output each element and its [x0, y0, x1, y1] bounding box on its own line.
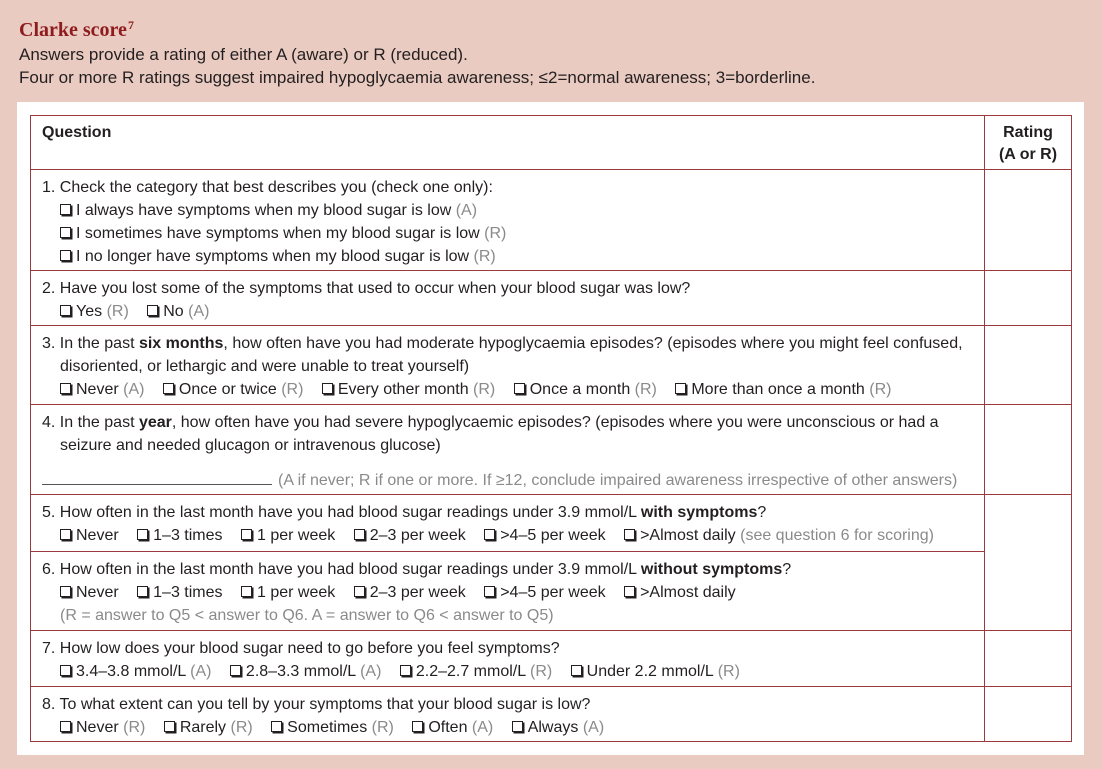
checkbox-icon[interactable] [624, 529, 635, 540]
question-3-option[interactable] [60, 381, 144, 398]
option-rating: (R) [529, 663, 553, 680]
question-3-text-pre: 3. In the past [42, 335, 139, 352]
question-6-option[interactable] [354, 584, 466, 601]
question-6-option[interactable] [241, 584, 335, 601]
option-rating: (R) [123, 719, 146, 736]
question-5-emphasis: with symptoms [640, 504, 758, 521]
question-row-7 [31, 631, 1072, 687]
question-3-emphasis: six months [138, 335, 224, 352]
checkbox-icon[interactable] [60, 721, 71, 732]
question-7-options [42, 660, 976, 683]
question-3-option[interactable] [514, 381, 657, 398]
question-7-option[interactable] [571, 663, 740, 680]
option-label: Never [76, 381, 119, 398]
answer-blank-field[interactable] [42, 484, 272, 485]
question-3-cell [31, 326, 985, 405]
question-4-answer-line [42, 469, 976, 492]
question-1-option[interactable] [42, 222, 976, 245]
option-label: 1 per week [256, 584, 336, 601]
option-label: Never [76, 527, 119, 544]
checkbox-icon[interactable] [322, 383, 333, 394]
option-label: Rarely [179, 719, 227, 736]
checkbox-icon[interactable] [163, 383, 174, 394]
question-8-option[interactable] [164, 719, 253, 736]
question-5-text-pre: 5. How often in the last month have you had blood sugar readings under 3.9 mmol/L [42, 504, 641, 521]
question-4-emphasis: year [138, 414, 172, 431]
question-4-note: (A if never; R if one or more. If ≥12, conclude impaired awareness irrespective of other answers) [278, 472, 958, 489]
question-row-2 [31, 271, 1072, 326]
option-label: >4–5 per week [500, 527, 606, 544]
question-8-cell [31, 687, 985, 742]
checkbox-icon[interactable] [60, 665, 71, 676]
question-7-cell [31, 631, 985, 687]
checkbox-icon[interactable] [241, 586, 252, 597]
rating-header-line-2: (A or R) [998, 146, 1058, 163]
option-rating: (A) [188, 303, 210, 320]
checkbox-icon[interactable] [400, 665, 411, 676]
checkbox-icon[interactable] [514, 383, 525, 394]
question-5-option[interactable] [354, 527, 466, 544]
question-row-4 [31, 405, 1072, 495]
question-2-option[interactable] [60, 303, 129, 320]
question-3-option[interactable] [163, 381, 303, 398]
option-rating: (R) [473, 381, 496, 398]
question-6-option[interactable] [60, 584, 119, 601]
option-label: 1–3 times [153, 527, 223, 544]
question-3-option[interactable] [675, 381, 891, 398]
question-6-options [42, 581, 976, 604]
option-label: Often [428, 719, 468, 736]
checkbox-icon[interactable] [147, 305, 158, 316]
option-label: 3.4–3.8 mmol/L [76, 663, 186, 680]
option-label: 2–3 per week [369, 584, 466, 601]
option-rating: (R) [106, 303, 129, 320]
questionnaire-table [30, 115, 1072, 742]
question-1-option[interactable] [42, 199, 976, 222]
question-4-text-pre: 4. In the past [42, 414, 139, 431]
option-label: 2–3 per week [369, 527, 466, 544]
question-6-option[interactable] [137, 584, 222, 601]
question-5-note: (see question 6 for scoring) [740, 527, 934, 544]
checkbox-icon[interactable] [354, 586, 365, 597]
checkbox-icon[interactable] [60, 529, 71, 540]
page-title [19, 12, 815, 43]
option-label: More than once a month [691, 381, 865, 398]
question-5-option[interactable] [241, 527, 335, 544]
rating-header-line-1: Rating [1003, 124, 1053, 141]
option-label: Every other month [337, 381, 469, 398]
question-row-6 [31, 552, 1072, 631]
checkbox-icon[interactable] [60, 227, 71, 238]
option-label: >Almost daily [640, 584, 736, 601]
checkbox-icon[interactable] [60, 204, 71, 215]
checkbox-icon[interactable] [137, 529, 148, 540]
rating-cell-2[interactable] [985, 271, 1072, 326]
question-6-cell [31, 552, 985, 631]
question-8-option[interactable] [271, 719, 394, 736]
question-8-text: 8. To what extent can you tell by your symptoms that your blood sugar is low? [42, 696, 591, 713]
question-column-header: Question [31, 116, 985, 170]
question-8-option[interactable] [512, 719, 604, 736]
question-5-option[interactable] [484, 527, 605, 544]
rating-cell-8[interactable] [985, 687, 1072, 742]
question-row-8 [31, 687, 1072, 742]
option-rating: (R) [281, 381, 304, 398]
title-reference: 7 [127, 18, 134, 32]
rating-cell-5-6[interactable] [985, 495, 1072, 631]
question-8-option[interactable] [60, 719, 145, 736]
question-5-cell [31, 495, 985, 552]
option-rating: (A) [582, 719, 605, 736]
option-label: 1–3 times [153, 584, 223, 601]
question-3-text-post: , how often have you had moderate hypoglycaemia episodes? (episodes where you might feel confused, disoriented, or lethargic and were unable to treat yourself) [60, 335, 963, 375]
option-rating: (R) [371, 719, 394, 736]
option-label: Once a month [529, 381, 631, 398]
question-8-options [42, 716, 976, 739]
option-label: Never [76, 584, 119, 601]
question-5-option[interactable] [137, 527, 222, 544]
option-label: >4–5 per week [500, 584, 606, 601]
option-rating: (R) [473, 248, 496, 265]
option-label: >Almost daily [640, 527, 736, 544]
option-rating: (R) [230, 719, 253, 736]
table-header-row [31, 116, 1072, 170]
question-3-text [42, 332, 976, 378]
subtitle-line-1: Answers provide a rating of either A (aware) or R (reduced). [19, 45, 468, 64]
rating-cell-3[interactable] [985, 326, 1072, 405]
checkbox-icon[interactable] [412, 721, 423, 732]
question-5-text-post: ? [757, 504, 767, 521]
option-label: Always [527, 719, 579, 736]
option-label: I always have symptoms when my blood sugar is low [76, 202, 452, 219]
question-7-option[interactable] [60, 663, 211, 680]
option-label: I sometimes have symptoms when my blood sugar is low [76, 225, 480, 242]
option-label: 2.2–2.7 mmol/L [415, 663, 526, 680]
question-6-text-pre: 6. How often in the last month have you had blood sugar readings under 3.9 mmol/L [42, 561, 641, 578]
question-8-option[interactable] [412, 719, 493, 736]
checkbox-icon[interactable] [60, 383, 71, 394]
question-4-cell [31, 405, 985, 495]
rating-cell-1[interactable] [985, 170, 1072, 271]
question-6-note: (R = answer to Q5 < answer to Q6. A = answer to Q6 < answer to Q5) [60, 607, 554, 624]
question-5-text [42, 501, 976, 524]
option-rating: (R) [484, 225, 507, 242]
option-label: Yes [76, 303, 103, 320]
questionnaire-card [17, 102, 1084, 755]
option-rating: (A) [455, 202, 478, 219]
question-6-emphasis: without symptoms [640, 561, 783, 578]
option-label: 1 per week [256, 527, 336, 544]
option-rating: (R) [869, 381, 892, 398]
checkbox-icon[interactable] [164, 721, 175, 732]
option-rating: (A) [123, 381, 145, 398]
option-label: I no longer have symptoms when my blood sugar is low [76, 248, 470, 265]
header [19, 12, 815, 89]
checkbox-icon[interactable] [624, 586, 635, 597]
question-6-text [42, 558, 976, 581]
question-4-text-post: , how often have you had severe hypoglycaemic episodes? (episodes where you were unconscious or had a seizure and needed glucagon or intravenous glucose) [60, 414, 939, 454]
question-3-options [42, 378, 976, 401]
checkbox-icon[interactable] [484, 586, 495, 597]
option-label: 2.8–3.3 mmol/L [245, 663, 356, 680]
question-1-option[interactable] [42, 245, 976, 268]
checkbox-icon[interactable] [675, 383, 686, 394]
checkbox-icon[interactable] [60, 305, 71, 316]
question-2-cell [31, 271, 985, 326]
subtitle-line-2: Four or more R ratings suggest impaired hypoglycaemia awareness; ≤2=normal awareness; 3=borderline. [19, 68, 816, 87]
rating-cell-4[interactable] [985, 405, 1072, 495]
question-6-option[interactable] [484, 584, 605, 601]
question-7-text: 7. How low does your blood sugar need to go before you feel symptoms? [42, 640, 560, 657]
checkbox-icon[interactable] [484, 529, 495, 540]
question-1-text: 1. Check the category that best describes you (check one only): [42, 179, 493, 196]
checkbox-icon[interactable] [137, 586, 148, 597]
option-label: Never [76, 719, 119, 736]
checkbox-icon[interactable] [230, 665, 241, 676]
question-5-option[interactable] [60, 527, 119, 544]
option-rating: (R) [634, 381, 657, 398]
checkbox-icon[interactable] [354, 529, 365, 540]
checkbox-icon[interactable] [271, 721, 282, 732]
rating-cell-7[interactable] [985, 631, 1072, 687]
option-label: Once or twice [178, 381, 277, 398]
question-4-text [42, 411, 976, 457]
checkbox-icon[interactable] [241, 529, 252, 540]
option-rating: (A) [360, 663, 382, 680]
question-row-3 [31, 326, 1072, 405]
option-label: Under 2.2 mmol/L [586, 663, 714, 680]
checkbox-icon[interactable] [512, 721, 523, 732]
question-6-text-post: ? [782, 561, 792, 578]
option-rating: (A) [190, 663, 212, 680]
option-label: Sometimes [287, 719, 368, 736]
question-5-options [42, 524, 976, 547]
checkbox-icon[interactable] [60, 586, 71, 597]
checkbox-icon[interactable] [571, 665, 582, 676]
option-label: No [163, 303, 184, 320]
rating-column-header [985, 116, 1072, 170]
option-rating: (R) [717, 663, 740, 680]
question-2-option[interactable] [147, 303, 209, 320]
question-6-option[interactable] [624, 584, 736, 601]
question-3-option[interactable] [322, 381, 495, 398]
checkbox-icon[interactable] [60, 250, 71, 261]
title-text: Clarke score [19, 19, 127, 41]
question-7-option[interactable] [230, 663, 381, 680]
option-rating: (A) [471, 719, 494, 736]
question-row-5 [31, 495, 1072, 552]
question-5-option[interactable] [624, 527, 934, 544]
question-2-options [42, 300, 976, 323]
question-7-option[interactable] [400, 663, 552, 680]
question-1-cell [31, 170, 985, 271]
question-2-text: 2. Have you lost some of the symptoms that used to occur when your blood sugar was low? [42, 280, 691, 297]
question-row-1 [31, 170, 1072, 271]
